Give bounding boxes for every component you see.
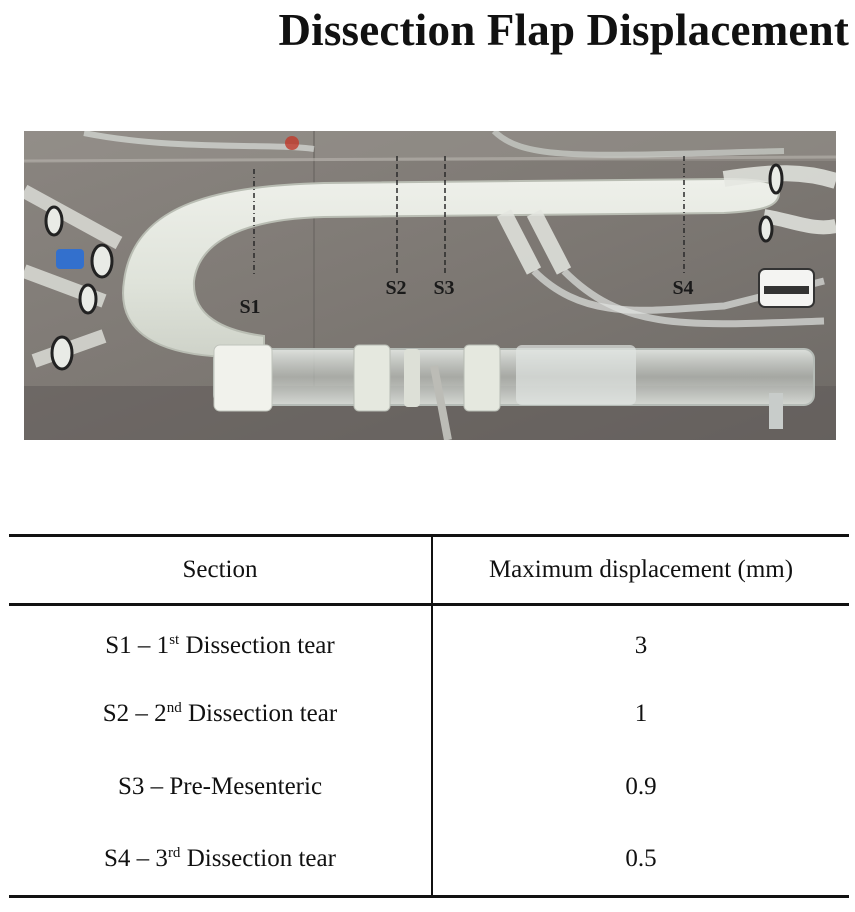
header-section: Section <box>9 536 432 605</box>
header-max-displacement: Maximum displacement (mm) <box>488 556 794 583</box>
section-label-s2: S2 <box>385 277 407 299</box>
displacement-table <box>9 534 849 898</box>
section-cell: S2 – 2nd Dissection tear <box>9 678 432 751</box>
section-label-s1: S1 <box>239 296 261 318</box>
table-row <box>9 751 849 824</box>
table-header-row <box>9 536 849 605</box>
section-cell: S3 – Pre-Mesenteric <box>9 751 432 824</box>
table-row <box>9 605 849 678</box>
aorta-phantom-photo <box>24 131 836 440</box>
table-row <box>9 678 849 751</box>
section-label-s4: S4 <box>672 277 694 299</box>
section-cell: S4 – 3rd Dissection tear <box>9 824 432 897</box>
displacement-value: 3 <box>634 632 648 660</box>
section-cell: S1 – 1st Dissection tear <box>9 605 432 678</box>
displacement-value: 0.5 <box>625 845 657 873</box>
section-label-s3: S3 <box>433 277 455 299</box>
figure-title: Dissection Flap Displacement <box>278 5 849 55</box>
displacement-value: 0.9 <box>625 773 657 800</box>
table-row <box>9 824 849 897</box>
displacement-value: 1 <box>634 700 648 727</box>
